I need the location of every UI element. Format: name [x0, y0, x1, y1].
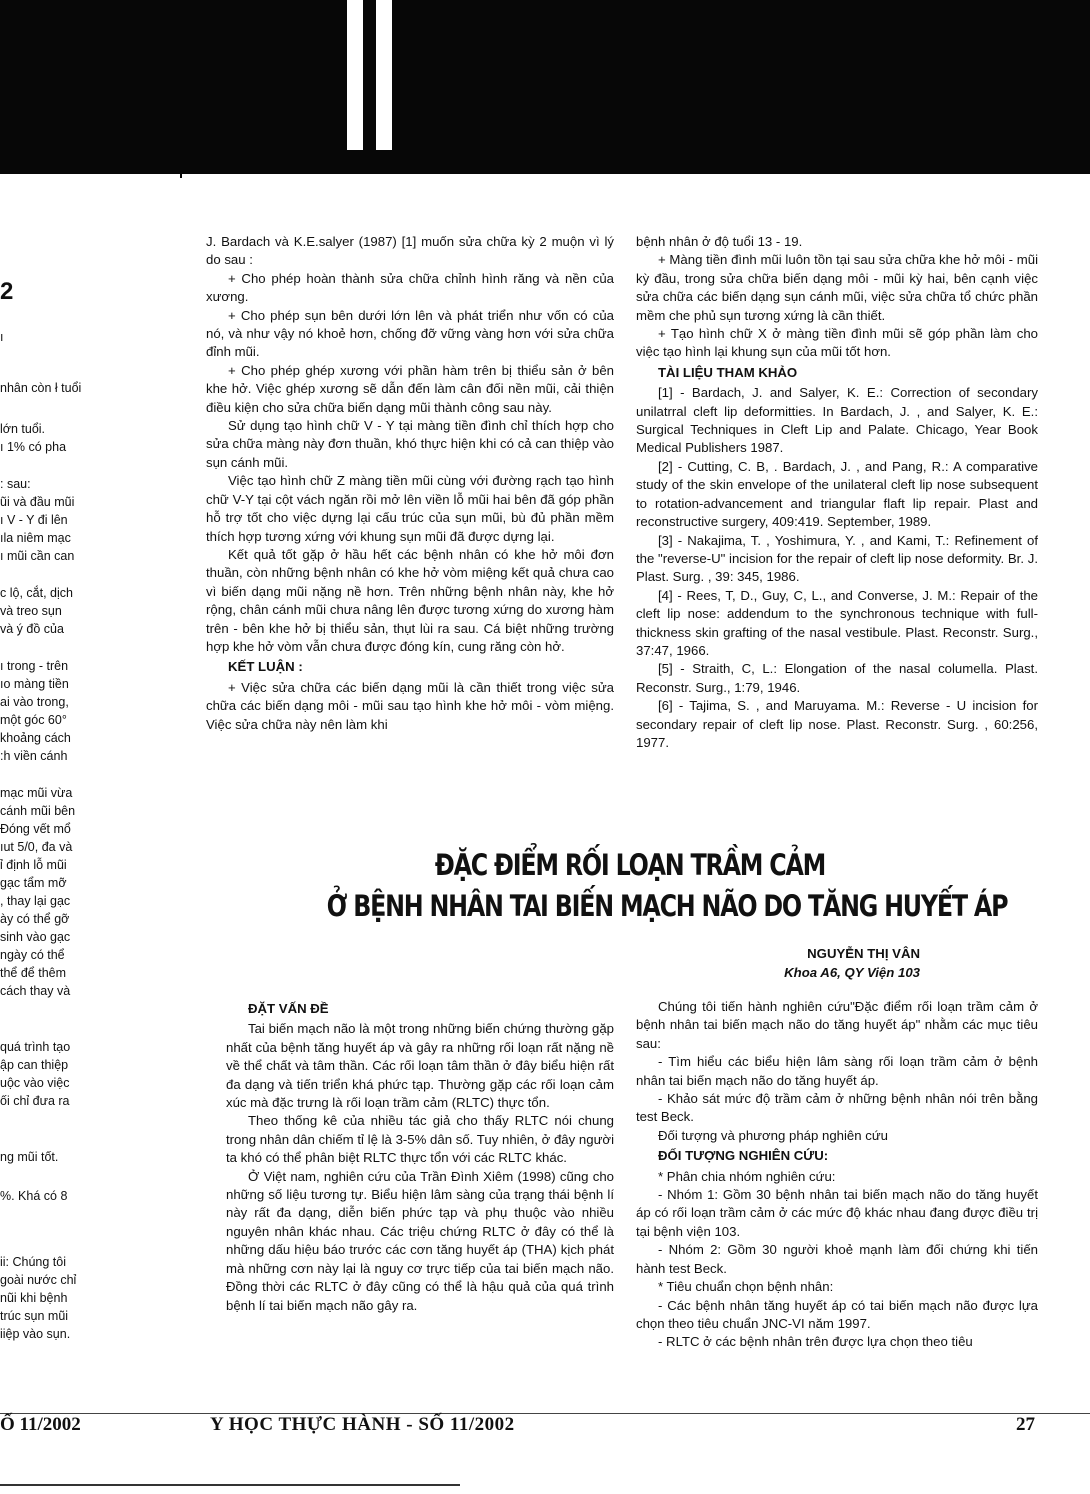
fragment: ập can thiệp — [0, 1058, 69, 1072]
fragment: ii: Chúng tôi — [0, 1255, 67, 1269]
banner-tick — [180, 168, 182, 178]
fragment: c lộ, cắt, dịch — [0, 586, 73, 600]
paragraph: + Màng tiền đình mũi luôn tồn tại sau sửa chữa khe hở môi - mũi kỳ đầu, trong sửa chữa biến dạng môi - mũi kỳ hai, bên cạnh việc sửa chữa các biến dạng sụn cánh mũi, việc sửa chữa tổ chức phần mềm che phủ sụn tương xứng là cần thiết. — [636, 252, 1038, 323]
reference-item: [2] - Cutting, C. B, . Bardach, J. , and Pang, R.: A comparative study of the skin envelope of the unilateral cleft lip nose subsequent to rotation-advancement and triangular flaft lip repair. Plast and reconstructive surgery, 409:419. September, 1989. — [636, 458, 1038, 530]
paragraph: Sử dụng tạo hình chữ V - Y tại màng tiền đình chỉ thích hợp cho sửa chữa màng này đơn thuần, khó thực hiện khi có cả can thiệp vào sụn cánh mũi. — [206, 418, 614, 470]
fragment: ai vào trong, — [0, 695, 69, 709]
fragment: ıut 5/0, đa và — [0, 840, 73, 854]
fragment: nhân còn ł tuổi — [0, 381, 82, 395]
paragraph: Chúng tôi tiến hành nghiên cứu"Đặc điểm rối loạn trầm cảm ở bệnh nhân tai biến mạch não do tăng huyết áp" nhằm các mục tiêu sau: — [636, 999, 1038, 1051]
fragment: cách thay và — [0, 984, 71, 998]
bottom-edge-line — [0, 1484, 460, 1486]
fragment: iiệp vào sụn. — [0, 1327, 71, 1341]
fragment: ıla niêm mạc — [0, 531, 71, 545]
paragraph: - Các bệnh nhân tăng huyết áp có tai biến mạch não được lựa chọn theo tiêu chuẩn JNC-VI năm 1997. — [636, 1297, 1038, 1331]
fragment: quá trình tạo — [0, 1040, 71, 1054]
article-title-line-2: Ở BỆNH NHÂN TAI BIẾN MẠCH NÃO DO TĂNG HUYẾT ÁP — [326, 889, 1008, 923]
fragment: goài nước chỉ — [0, 1273, 77, 1287]
fragment: uộc vào việc — [0, 1076, 70, 1090]
footer-left-fragment: Ố 11/2002 — [0, 1414, 81, 1435]
paragraph: Việc tạo hình chữ Z màng tiền mũi cùng với đường rạch tạo hình chữ V-Y tại cột vách ngăn rồi mở lên viền lỗ mũi hai bên đã góp phần hỗ trợ tốt cho việc dựng lại cấu trúc của sụn mũi, bù đủ phần mềm thích hợp tương xứng với khung sụn mũi đã được dựng lại. — [206, 473, 614, 544]
fragment: , thay lại gạc — [0, 894, 71, 908]
fragment: sinh vào gạc — [0, 930, 71, 944]
paragraph: Đối tượng và phương pháp nghiên cứu — [658, 1127, 889, 1143]
paragraph: Ở Việt nam, nghiên cứu của Trần Đình Xiêm (1998) cũng cho những số liệu tương tự. Biểu hiện lâm sàng của trạng thái bệnh lí này rất đa dạng, diễn biến phức tạp và phụ thuộc vào nhiều nguyên nhân khác nhau. Các triệu chứng RLTC ở đây có thể là những dấu hiệu báo trước các cơn tăng huyết áp (THA) kịch phát mà những cơn này lại là nguy cơ trực tiếp của tai biến mạch não. Đồng thời các RLTC ở đây cũng có thể là hậu quả của quá trình bệnh lí tai biến mạch não gây ra. — [226, 1168, 614, 1313]
fragment: ıo màng tiền — [0, 677, 69, 691]
fragment: %. Khá có 8 — [0, 1189, 68, 1203]
fragment: : sau: — [0, 477, 31, 491]
banner-stripe — [347, 0, 363, 150]
fragment: cánh mũi bên — [0, 804, 76, 818]
section-heading-subjects: ĐỐI TƯỢNG NGHIÊN CỨU: — [658, 1148, 829, 1164]
banner-stripe — [376, 0, 392, 150]
paragraph: + Việc sửa chữa các biến dạng mũi là cần thiết trong việc sửa chữa các biến dạng môi - mũi sau tạo hình khe hở môi - vòm miệng. Việc sửa chữa này nên làm khi — [206, 679, 614, 732]
fragment: ı trong - trên — [0, 659, 69, 673]
paragraph: + Tạo hình chữ X ở màng tiền đình mũi sẽ góp phần làm cho việc tạo hình lại khung sụn của mũi tốt hơn. — [636, 326, 1038, 360]
column-methods — [636, 998, 1038, 1388]
paragraph: * Tiêu chuẩn chọn bệnh nhân: — [658, 1279, 834, 1295]
fragment: 2 — [0, 278, 14, 305]
fragment: ỉ định lỗ mũi — [0, 858, 67, 872]
paragraph: - Khảo sát mức độ trầm cảm ở những bệnh nhân nói trên bằng test Beck. — [636, 1091, 1038, 1125]
section-heading-references: TÀI LIỆU THAM KHẢO — [658, 364, 798, 380]
fragment: khoảng cách — [0, 731, 71, 745]
paragraph: Theo thống kê của nhiều tác giả cho thấy RLTC nói chung trong nhân dân chiếm tỉ lệ là 3-5% dân số. Tuy nhiên, ở đây người ta khó có thể phân biệt RLTC thực tổn với các RLTC khác. — [226, 1113, 614, 1166]
paragraph: Kết quả tốt gặp ở hầu hết các bệnh nhân có khe hở môi đơn thuần, còn những bệnh nhân có khe hở vòm miệng kết quả chưa cao vì biến dạng mũi nặng nề hơn. Trên những bệnh nhân này, khe hở rộng, chân cánh mũi chưa nâng lên được tương xứng do xương hàm trên - bên khe hở bị thiểu sản, thụt lùi ra sau. Cá biệt những trường hợp khe hở vòm vẫn chưa được đóng kín, cung răng còn hở. — [206, 546, 614, 654]
paragraph: Tai biến mạch não là một trong những biến chứng thường gặp nhất của bệnh tăng huyết áp và gây ra những rối loạn rất nặng nề về thể chất và tâm thần. Các rối loạn tâm thần ở đây biểu hiện rất đa dạng và tiến triển khá phức tạp. Thường gặp các rối loạn cảm xúc mà đặc trưng là rối loạn trầm cảm (RLTC) thực tổn. — [226, 1021, 614, 1111]
fragment: nũi khi bệnh — [0, 1291, 68, 1305]
reference-item: [3] - Nakajima, T. , Yoshimura, Y. , and Kami, T.: Refinement of the "reverse-U" incision for the repair of cleft lip nose deformity. Br. J. Plast. Surg. , 39: 345, 1986. — [636, 532, 1038, 585]
reference-item: [1] - Bardach, J. and Salyer, K. E.: Correction of secondary unilatrral cleft lip deformitties. In Bardach, J. , and Salyer, K. E.: Surgical Techniques in Cleft Lip and Palate. Chicago, Year Book Medical Publishers 1987. — [636, 385, 1038, 456]
fragment: thể để thêm — [0, 966, 67, 980]
reference-item: [4] - Rees, T, D., Guy, C, L., and Converse, J. M.: Repair of the cleft lip nose: addendum to the synchronous technique with full-thickness skin grafting of the nasal vestibule. Plast. Reconstr. Surg., 37:47, 1966. — [636, 587, 1038, 658]
fragment: và ý đồ của — [0, 622, 64, 636]
footer-rule — [0, 1413, 1090, 1414]
fragment: ày có thể gỡ — [0, 912, 70, 926]
author-affiliation: Khoa A6, QY Viện 103 — [784, 965, 920, 980]
fragment: ngày có thể — [0, 948, 65, 962]
paragraph: bệnh nhân ở độ tuổi 13 - 19. — [636, 234, 803, 249]
fragment: ng mũi tốt. — [0, 1150, 59, 1164]
paragraph: + Cho phép hoàn thành sửa chữa chỉnh hình răng và nền của xương. — [206, 270, 614, 305]
fragment: Đóng vết mổ — [0, 822, 71, 836]
fragment: trúc sụn mũi — [0, 1309, 69, 1323]
paragraph: + Cho phép sụn bên dưới lớn lên và phát triển như vốn có của nó, và như vậy nó khoẻ hơn, chống đỡ vững vàng hơn với sửa chữa đỉnh mũi. — [206, 307, 614, 360]
fragment: ı mũi cần can — [0, 549, 75, 563]
reference-item: [5] - Straith, C, L.: Elongation of the nasal columella. Plast. Reconstr. Surg., 1:79, 1946. — [636, 661, 1038, 695]
section-heading-introduction: ĐẶT VẤN ĐỀ — [248, 1001, 329, 1016]
section-heading-conclusion: KẾT LUẬN : — [228, 659, 303, 675]
reference-item: [6] - Tajima, S. , and Maruyama. M.: Reverse - U incision for secondary repair of cleft lip nose. Plast. Reconstr. Surg. , 60:256, 1977. — [636, 698, 1038, 750]
author-name: NGUYỄN THỊ VÂN — [807, 946, 920, 961]
paragraph: - RLTC ở các bệnh nhân trên được lựa chọn theo tiêu — [658, 1334, 973, 1350]
paragraph: - Tìm hiểu các biểu hiện lâm sàng rối loạn trầm cảm ở bệnh nhân tai biến mạch não do tăng huyết áp. — [636, 1054, 1038, 1088]
column-references — [636, 233, 1038, 813]
fragment: và treo sụn — [0, 604, 62, 618]
fragment: lớn tuổi. — [0, 422, 46, 436]
left-cropped-column — [0, 228, 130, 1388]
paragraph: J. Bardach và K.E.salyer (1987) [1] muốn sửa chữa kỳ 2 muộn vì lý do sau : — [206, 234, 614, 268]
fragment: gạc tẩm mỡ — [0, 876, 67, 890]
fragment: mạc mũi vừa — [0, 786, 73, 800]
paragraph: + Cho phép ghép xương với phần hàm trên bị thiểu sản ở bên khe hở. Việc ghép xương sẽ dẫn đến làm cân đối nền mũi, cải thiện điều kiện cho sửa chữa biến dạng mũi thành công sau này. — [206, 362, 614, 415]
paragraph: - Nhóm 1: Gồm 30 bệnh nhân tai biến mạch não do tăng huyết áp có rối loạn trầm cảm ở các mức độ khác nhau đang được điều trị tại bệnh viện 103. — [636, 1187, 1038, 1239]
paragraph: * Phân chia nhóm nghiên cứu: — [658, 1168, 836, 1184]
article-title-line-1: ĐẶC ĐIỂM RỐI LOẠN TRẦM CẢM — [434, 848, 826, 882]
column-discussion — [206, 233, 614, 813]
top-black-banner — [0, 0, 1090, 174]
fragment: ı 1% có pha — [0, 440, 67, 454]
fragment: ı — [0, 330, 4, 344]
page-number: 27 — [1016, 1414, 1035, 1435]
fragment: ı V - Y đi lên — [0, 513, 68, 527]
fragment: một góc 60° — [0, 713, 67, 727]
paragraph: - Nhóm 2: Gồm 30 người khoẻ mạnh làm đối chứng khi tiến hành test Beck. — [636, 1242, 1038, 1276]
footer-journal-title: Y HỌC THỰC HÀNH - SỐ 11/2002 — [210, 1414, 515, 1435]
fragment: ũi và đầu mũi — [0, 495, 75, 509]
fragment: :h viền cánh — [0, 749, 68, 763]
column-introduction — [226, 998, 614, 1388]
fragment: ối chỉ đưa ra — [0, 1094, 70, 1108]
